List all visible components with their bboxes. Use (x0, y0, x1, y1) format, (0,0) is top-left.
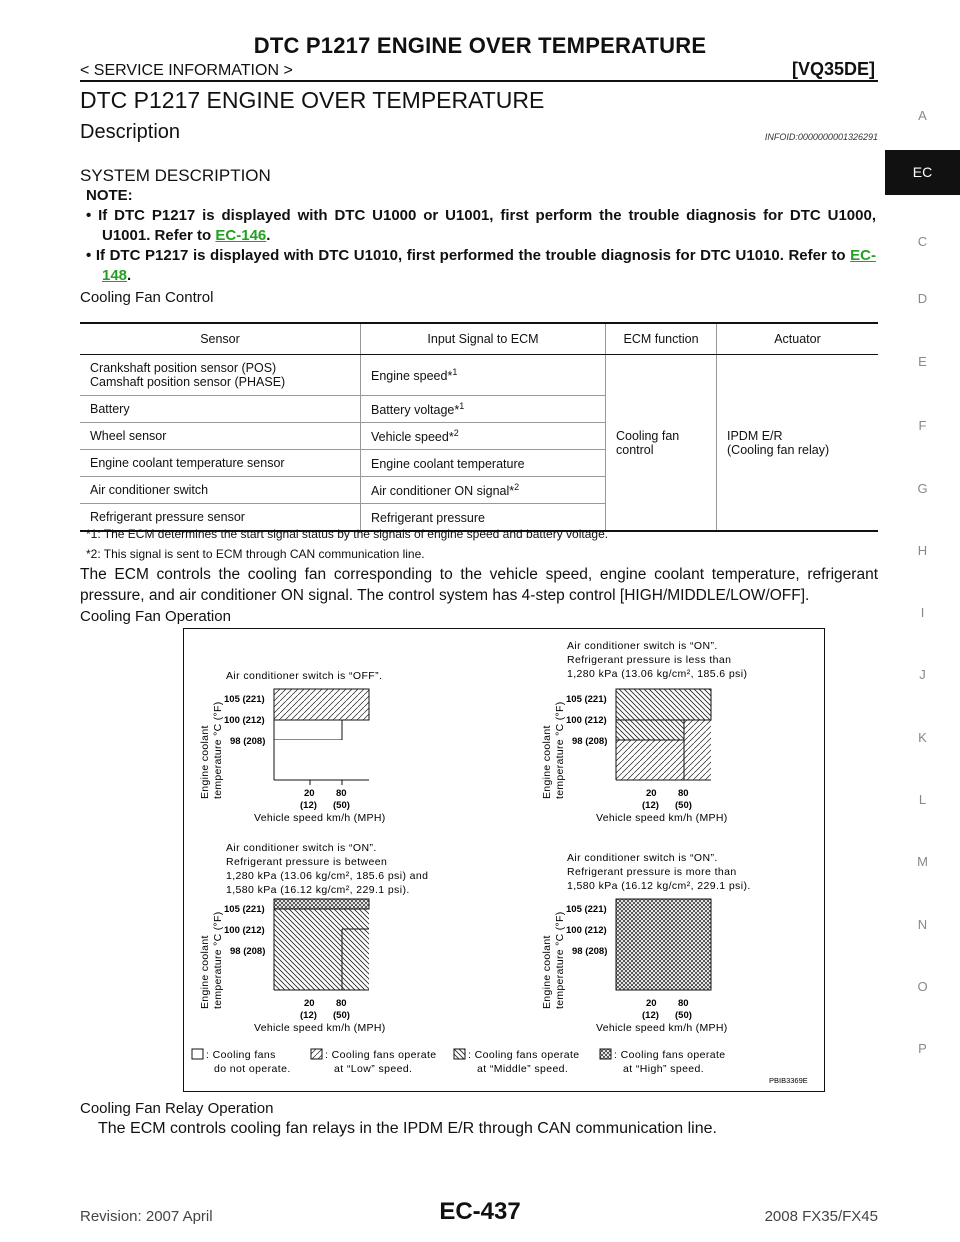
svg-text:1,580 kPa (16.12 kg/cm², 229.1: 1,580 kPa (16.12 kg/cm², 229.1 psi). (567, 880, 751, 892)
svg-text:105 (221): 105 (221) (224, 904, 265, 915)
svg-text:Vehicle speed km/h (MPH): Vehicle speed km/h (MPH) (596, 812, 728, 824)
note-bullet-2-text: If DTC P1217 is displayed with DTC U1010, first performed the trouble diagnosis for DTC U1010. Refer to (95, 247, 851, 264)
link-ec-148[interactable]: EC-148 (102, 247, 876, 284)
table-footnote-1: *1: The ECM determines the start signal status by the signals of engine speed and battery voltage. (86, 527, 609, 541)
svg-text:(12): (12) (642, 1010, 659, 1021)
table-cell-signal: Refrigerant pressure (361, 504, 606, 532)
legend-swatch-middle (454, 1049, 465, 1059)
svg-text:do not operate.: do not operate. (214, 1063, 291, 1075)
svg-text:98 (208): 98 (208) (572, 736, 608, 747)
table-header-row (80, 323, 878, 355)
xtick-20: 20 (304, 788, 315, 799)
panel-ac-on-mid-pressure (199, 842, 428, 1034)
svg-text:Vehicle speed km/h (MPH): Vehicle speed km/h (MPH) (596, 1022, 728, 1034)
system-description-heading: SYSTEM DESCRIPTION (80, 166, 271, 185)
table-cell-sensor: Engine coolant temperature sensor (80, 450, 361, 477)
table-title: Cooling Fan Control (80, 289, 214, 306)
table-cell-ecm-function: Cooling fan control (606, 355, 717, 532)
table-cell-sensor: Refrigerant pressure sensor (80, 504, 361, 532)
svg-text:100 (212): 100 (212) (224, 925, 265, 936)
cooling-fan-operation-figure (183, 628, 825, 1092)
note-bullet-2: • If DTC P1217 is displayed with DTC U1010, first performed the trouble diagnosis for DTC U1010. Refer to EC-148. (86, 247, 876, 284)
table-cell-signal: Battery voltage*$^1$ (361, 396, 606, 423)
svg-text:Vehicle speed km/h (MPH): Vehicle speed km/h (MPH) (254, 1022, 386, 1034)
col-header-input-signal: Input Signal to ECM (361, 323, 606, 355)
legend-swatch-high (600, 1049, 611, 1059)
svg-text:Refrigerant pressure is betwee: Refrigerant pressure is between (226, 856, 388, 868)
svg-text:Refrigerant pressure is more t: Refrigerant pressure is more than (567, 866, 737, 878)
page-header-title: DTC P1217 ENGINE OVER TEMPERATURE (253, 33, 707, 58)
cooling-fan-control-table (80, 322, 878, 532)
panel-caption: Air conditioner switch is “OFF”. (226, 670, 383, 682)
svg-text:20: 20 (646, 998, 657, 1009)
svg-text:(50): (50) (675, 1010, 692, 1021)
ytick-100: 100 (212) (224, 715, 265, 726)
engine-model: [VQ35DE] (791, 59, 875, 79)
svg-text:1,580 kPa (16.12 kg/cm², 229.1: 1,580 kPa (16.12 kg/cm², 229.1 psi). (226, 884, 410, 896)
link-ec-146[interactable]: EC-146 (215, 227, 267, 244)
legend-swatch-off (192, 1049, 203, 1059)
side-index-h[interactable]: H (917, 543, 928, 558)
svg-text:Engine coolant: Engine coolant (541, 935, 553, 1009)
svg-text:(50): (50) (675, 800, 692, 811)
table-cell-sensor: Wheel sensor (80, 423, 361, 450)
svg-text:(12): (12) (300, 1010, 317, 1021)
svg-text:80: 80 (678, 788, 689, 799)
col-header-actuator: Actuator (717, 323, 879, 355)
low-speed-region (274, 689, 369, 720)
legend-swatch-low (311, 1049, 322, 1059)
svg-text:temperature °C (°F): temperature °C (°F) (212, 911, 224, 1009)
table-row (80, 355, 878, 396)
table-cell-sensor: Battery (80, 396, 361, 423)
high-speed-region (274, 899, 369, 909)
svg-text:Engine coolant: Engine coolant (541, 725, 553, 799)
svg-text:: Cooling fans: : Cooling fans (206, 1049, 276, 1061)
svg-text:at “Middle” speed.: at “Middle” speed. (477, 1063, 569, 1075)
figure-legend (192, 1049, 726, 1075)
relay-text: The ECM controls cooling fan relays in the IPDM E/R through CAN communication line. (98, 1120, 717, 1137)
svg-text:98 (208): 98 (208) (572, 946, 608, 957)
side-index-j[interactable]: J (919, 667, 926, 682)
svg-text:105 (221): 105 (221) (566, 904, 607, 915)
side-index-e[interactable]: E (918, 354, 927, 369)
panel-ac-off (199, 670, 386, 824)
side-index-l[interactable]: L (918, 792, 927, 807)
side-index-i[interactable]: I (920, 605, 925, 620)
ytick-105: 105 (221) (224, 694, 265, 705)
fan-off-region (274, 720, 342, 740)
svg-text:20: 20 (304, 998, 315, 1009)
footer-revision: Revision: 2007 April (80, 1208, 213, 1225)
x-axis-label: Vehicle speed km/h (MPH) (254, 812, 386, 824)
table-footnote-2: *2: This signal is sent to ECM through CAN communication line. (86, 547, 425, 561)
header-divider (80, 80, 878, 82)
side-index-d[interactable]: D (917, 291, 928, 306)
svg-text:100 (212): 100 (212) (566, 715, 607, 726)
svg-text:Air conditioner switch is “ON”: Air conditioner switch is “ON”. (226, 842, 377, 854)
svg-text:temperature °C (°F): temperature °C (°F) (554, 701, 566, 799)
middle-speed-region (274, 899, 369, 990)
col-header-ecm-function: ECM function (606, 323, 717, 355)
note-label: NOTE: (86, 187, 133, 204)
svg-text:: Cooling fans operate: : Cooling fans operate (468, 1049, 580, 1061)
side-index-n[interactable]: N (917, 917, 928, 932)
table-cell-signal: Engine coolant temperature (361, 450, 606, 477)
svg-text:at “High” speed.: at “High” speed. (623, 1063, 705, 1075)
svg-text:100 (212): 100 (212) (566, 925, 607, 936)
side-index-g[interactable]: G (917, 481, 928, 496)
figure-title: Cooling Fan Operation (80, 608, 231, 625)
svg-text:1,280 kPa (13.06 kg/cm², 185.6: 1,280 kPa (13.06 kg/cm², 185.6 psi) and (226, 870, 429, 882)
panel-ac-on-high-pressure (541, 852, 751, 1034)
side-index-c[interactable]: C (917, 234, 928, 249)
table-cell-signal: Vehicle speed*$^2$ (361, 423, 606, 450)
side-index-m[interactable]: M (917, 854, 928, 869)
side-index-p[interactable]: P (918, 1041, 927, 1056)
svg-text:at “Low” speed.: at “Low” speed. (334, 1063, 413, 1075)
ytick-98: 98 (208) (230, 736, 266, 747)
svg-text:80: 80 (678, 998, 689, 1009)
svg-text:Air conditioner switch is “ON”: Air conditioner switch is “ON”. (567, 852, 718, 864)
svg-text:80: 80 (336, 998, 347, 1009)
xtick-20-mph: (12) (300, 800, 317, 811)
svg-text:(50): (50) (333, 1010, 350, 1021)
panel-ac-on-low-pressure (541, 640, 747, 824)
side-index-k[interactable]: K (918, 730, 927, 745)
high-speed-region (616, 899, 711, 990)
fan-off-region (274, 740, 369, 780)
svg-text:: Cooling fans operate: : Cooling fans operate (325, 1049, 437, 1061)
svg-text:Air conditioner switch is “ON”: Air conditioner switch is “ON”. (567, 640, 718, 652)
side-index-ec-active[interactable]: EC (885, 150, 960, 195)
page-number: EC-437 (439, 1198, 521, 1225)
figure-code: PBIB3369E (769, 1076, 808, 1085)
table-cell-signal: Engine speed*$^1$ (361, 355, 606, 396)
side-index-a[interactable]: A (918, 108, 927, 123)
note-bullet-1: • If DTC P1217 is displayed with DTC U1000 or U1001, first perform the trouble diagnosis for DTC U1000, U1001. Refer to EC-146. (86, 207, 877, 244)
body-paragraph: The ECM controls the cooling fan corresponding to the vehicle speed, engine coolant temperature, refrigerant pressure, and air conditioner ON signal. The control system has 4-step control [HIGH/MIDDLE/LOW/OFF]. (80, 566, 878, 604)
middle-speed-region (616, 720, 684, 740)
svg-text:105 (221): 105 (221) (566, 694, 607, 705)
svg-text:Engine coolant: Engine coolant (199, 935, 211, 1009)
table-cell-sensor: Crankshaft position sensor (POS) Camshaft position sensor (PHASE) (80, 355, 361, 396)
side-index-f[interactable]: F (918, 418, 927, 433)
col-header-sensor: Sensor (80, 323, 361, 355)
footer-model: 2008 FX35/FX45 (764, 1208, 878, 1225)
relay-title: Cooling Fan Relay Operation (80, 1100, 274, 1117)
note-block (86, 186, 876, 286)
info-id: INFOID:0000000001326291 (764, 132, 878, 142)
xtick-80-mph: (50) (333, 800, 350, 811)
xtick-80: 80 (336, 788, 347, 799)
svg-text:: Cooling fans operate: : Cooling fans operate (614, 1049, 726, 1061)
table-cell-actuator: IPDM E/R (Cooling fan relay) (717, 355, 879, 532)
section-title: DTC P1217 ENGINE OVER TEMPERATURE (80, 87, 545, 113)
svg-text:temperature °C (°F): temperature °C (°F) (554, 911, 566, 1009)
middle-speed-region (616, 689, 711, 720)
y-axis-label-2: temperature °C (°F) (212, 701, 224, 799)
section-subtitle: Description (80, 121, 181, 143)
breadcrumb: < SERVICE INFORMATION > (80, 62, 293, 79)
svg-text:1,280 kPa (13.06 kg/cm², 185.6: 1,280 kPa (13.06 kg/cm², 185.6 psi) (567, 668, 748, 680)
svg-text:(12): (12) (642, 800, 659, 811)
svg-text:Refrigerant pressure is less t: Refrigerant pressure is less than (567, 654, 732, 666)
figure-svg (184, 629, 824, 1091)
side-index-o[interactable]: O (917, 979, 928, 994)
y-axis-label-1: Engine coolant (199, 725, 211, 799)
table-cell-sensor: Air conditioner switch (80, 477, 361, 504)
table-cell-signal: Air conditioner ON signal*$^2$ (361, 477, 606, 504)
svg-text:98 (208): 98 (208) (230, 946, 266, 957)
note-bullet-1-text: If DTC P1217 is displayed with DTC U1000 or U1001, first perform the trouble diagnosis for DTC U1000, U1001. Refer to (98, 207, 877, 244)
svg-text:20: 20 (646, 788, 657, 799)
